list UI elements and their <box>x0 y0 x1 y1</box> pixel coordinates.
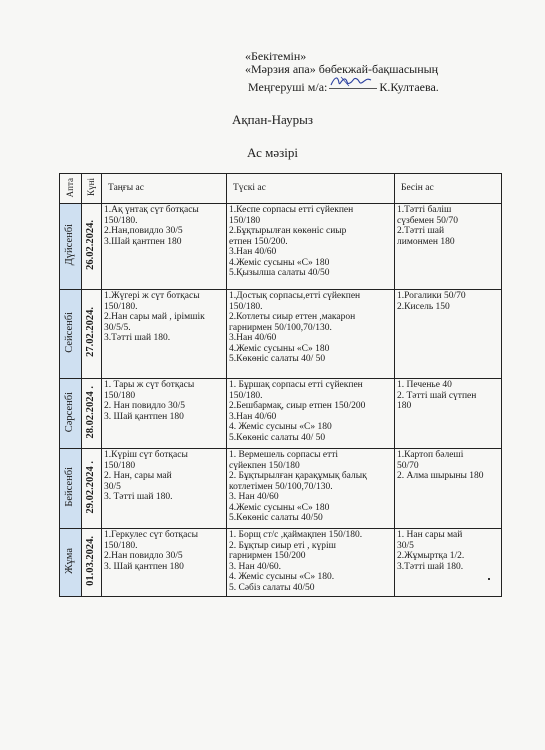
menu-title: Ас мәзірі <box>247 145 298 160</box>
snack-line: 2.Тәтті шай <box>397 226 445 236</box>
lunch-line: 3. Нан 40/60. <box>229 561 282 572</box>
snack-line: сүзбемен 50/70 <box>397 215 458 226</box>
snack-cell <box>395 290 502 379</box>
snack-cell <box>395 529 502 597</box>
breakfast-line: 3.Тәтті шай 180. <box>104 333 171 343</box>
lunch-line: 5.Көкөніс салаты 40/50 <box>229 513 323 523</box>
lunch-line: етпен 150/200. <box>229 236 288 247</box>
approval-line-2: «Мәрзия апа» бөбекжай-бақшасының <box>245 62 439 76</box>
approval-block <box>245 50 439 94</box>
snack-line: 2. Тәтті шай сүтпен <box>397 390 477 401</box>
menu-table <box>59 173 502 597</box>
breakfast-cell <box>102 379 227 449</box>
scan-mark <box>488 578 490 580</box>
approval-role: Меңгерушi м/а: <box>248 80 328 94</box>
snack-cell <box>395 449 502 529</box>
lunch-line: 5. Сәбіз салаты 40/50 <box>229 582 315 593</box>
lunch-line: 2.Котлеты сиыр еттен ,макарон <box>229 312 356 322</box>
day-cell: Сәрсенбі <box>60 379 82 449</box>
breakfast-cell <box>102 529 227 597</box>
menu-table-body <box>60 204 502 597</box>
breakfast-line: 1.Жүгері ж сүт ботқасы <box>104 291 200 301</box>
snack-cell <box>395 204 502 290</box>
lunch-line: 1. Бұршақ сорпасы етті сүйекпен <box>229 380 363 390</box>
snack-line: лимонмен 180 <box>397 236 455 247</box>
lunch-line: 1.Кеспе сорпасы етті сүйекпен <box>229 205 354 215</box>
lunch-line: 1. Борщ ст/с ,қаймақпен 150/180. <box>229 530 363 540</box>
table-header-row <box>60 174 502 204</box>
lunch-line: 4.Жеміс сусыны «С» 180 <box>229 502 330 513</box>
day-cell: Жұма <box>60 529 82 597</box>
lunch-line: 1. Вермешель сорпасы етті <box>229 450 339 460</box>
lunch-line: 150/180. <box>229 390 263 401</box>
lunch-line: 4.Жеміс сусыны «С» 180 <box>229 343 330 354</box>
snack-line: 1.Тәтті баліш <box>397 205 452 215</box>
header-day: Күні <box>82 174 102 204</box>
lunch-line: 3.Нан 40/60 <box>229 333 277 343</box>
lunch-cell <box>227 290 395 379</box>
breakfast-line: 2.Нан сары май , ірімшік <box>104 312 205 322</box>
snack-line: 2.Жұмыртқа 1/2. <box>397 551 465 561</box>
table-row <box>60 529 502 597</box>
date-cell: 27.02.2024. <box>82 290 102 379</box>
lunch-line: 3.Нан 40/60 <box>229 247 277 257</box>
snack-line: 30/5 <box>397 540 414 551</box>
lunch-line: 2. Бұқтыр сиыр еті , күріш <box>229 540 336 551</box>
header-snack: Бесін ас <box>395 174 502 204</box>
breakfast-line: 30/5 <box>104 481 121 492</box>
header-lunch: Түскі ас <box>227 174 395 204</box>
lunch-line: 5.Қызылша салаты 40/50 <box>229 268 330 278</box>
breakfast-line: 2. Нан, сары май <box>104 471 172 481</box>
approval-name: К.Култаева. <box>379 80 439 94</box>
breakfast-line: 1.Ақ үнтақ сүт ботқасы <box>104 205 199 215</box>
breakfast-cell <box>102 290 227 379</box>
breakfast-line: 3.Шай қантпен 180 <box>104 236 182 247</box>
breakfast-line: 1. Тары ж сүт ботқасы <box>104 380 195 390</box>
breakfast-line: 1.Геркулес сүт ботқасы <box>104 530 198 540</box>
table-row <box>60 290 502 379</box>
header-week: Апта <box>60 174 82 204</box>
lunch-line: гарнирмен 50/100,70/130. <box>229 322 332 333</box>
lunch-line: 5.Көкөніс салаты 40/ 50 <box>229 432 326 443</box>
breakfast-line: 3. Шай қантпен 180 <box>104 411 184 422</box>
day-cell: Сейсенбі <box>60 290 82 379</box>
signature-image <box>329 74 377 89</box>
table-row <box>60 449 502 529</box>
snack-line: 2. Алма шырыны 180 <box>397 471 484 481</box>
breakfast-cell <box>102 449 227 529</box>
breakfast-line: 150/180 <box>104 390 136 401</box>
day-cell: Бейсенбі <box>60 449 82 529</box>
breakfast-line: 1.Күріш сүт ботқасы <box>104 450 188 460</box>
breakfast-line: 2.Нан,повидло 30/5 <box>104 226 183 236</box>
lunch-line: 1.Достық сорпасы,етті сүйекпен <box>229 291 361 301</box>
lunch-line: 3.Нан 40/60 <box>229 411 277 422</box>
snack-line: 1. Нан сары май <box>397 530 463 540</box>
lunch-cell <box>227 449 395 529</box>
lunch-line: котлетімен 50/100,70/130. <box>229 481 333 492</box>
table-row <box>60 204 502 290</box>
snack-line: 1.Рогалики 50/70 <box>397 291 466 301</box>
lunch-cell <box>227 529 395 597</box>
lunch-line: 4. Жеміс сусыны «С» 180 <box>229 422 332 432</box>
snack-line: 2.Кисель 150 <box>397 301 450 312</box>
lunch-line: 2.Бұқтырылған көкөніс сиыр <box>229 226 347 236</box>
lunch-line: 5.Көкөніс салаты 40/ 50 <box>229 354 326 364</box>
lunch-line: сүйекпен 150/180 <box>229 460 300 471</box>
lunch-cell <box>227 379 395 449</box>
date-cell: 26.02.2024. <box>82 204 102 290</box>
breakfast-line: 3. Шай қантпен 180 <box>104 561 184 572</box>
approval-line-1: «Бекітемін» <box>245 49 307 63</box>
date-cell: 01.03.2024. <box>82 529 102 597</box>
approval-line-3 <box>245 76 439 94</box>
date-cell: 28.02.2024 . <box>82 379 102 449</box>
breakfast-line: 150/180. <box>104 301 138 312</box>
breakfast-line: 2.Нан повидло 30/5 <box>104 551 183 561</box>
breakfast-line: 3. Тәтті шай 180. <box>104 492 173 502</box>
breakfast-line: 150/180. <box>104 540 138 551</box>
lunch-line: 2. Бұқтырылған қарақұмық балық <box>229 471 367 481</box>
lunch-line: 4.Жеміс сусыны «С» 180 <box>229 257 330 268</box>
snack-line: 1. Печенье 40 <box>397 380 452 390</box>
breakfast-line: 30/5/5. <box>104 322 131 333</box>
lunch-line: 150/180. <box>229 301 263 312</box>
snack-line: 1.Картоп бәлеші <box>397 450 464 460</box>
lunch-line: 150/180 <box>229 215 261 226</box>
lunch-line: гарнирмен 150/200 <box>229 551 306 561</box>
snack-line: 180 <box>397 401 412 411</box>
header-breakfast: Таңғы ас <box>102 174 227 204</box>
period-heading: Ақпан-Наурыз <box>231 112 314 127</box>
breakfast-line: 2. Нан повидло 30/5 <box>104 401 186 411</box>
lunch-line: 2.Бешбармақ, сиыр етпен 150/200 <box>229 401 366 411</box>
breakfast-line: 150/180. <box>104 215 138 226</box>
lunch-line: 3. Нан 40/60 <box>229 492 279 502</box>
date-cell: 29.02.2024 . <box>82 449 102 529</box>
lunch-line: 4. Жеміс сусыны «С» 180. <box>229 572 335 582</box>
snack-cell <box>395 379 502 449</box>
day-cell: Дүйсенбі <box>60 204 82 290</box>
snack-line: 3.Тәтті шай 180. <box>397 561 464 572</box>
lunch-cell <box>227 204 395 290</box>
breakfast-cell <box>102 204 227 290</box>
table-row <box>60 379 502 449</box>
breakfast-line: 150/180 <box>104 460 136 471</box>
snack-line: 50/70 <box>397 460 419 471</box>
